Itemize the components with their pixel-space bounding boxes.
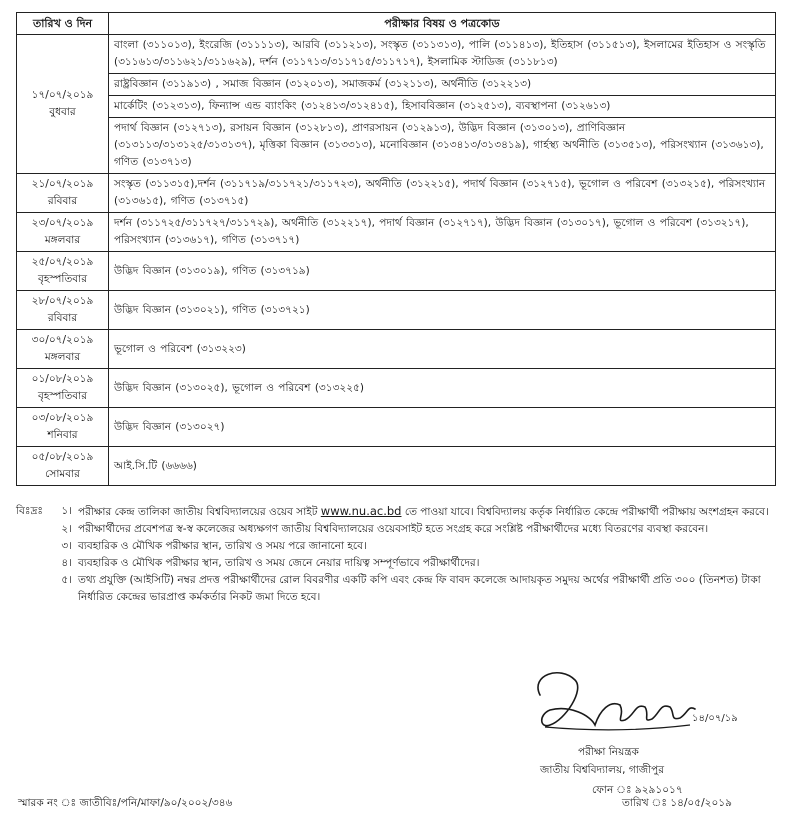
note-text: পরীক্ষার্থীদের প্রবেশপত্র স্ব-স্ব কলেজের অধ্যক্ষগণ জাতীয় বিশ্ববিদ্যালয়ের ওয়েবসাইট হতে সংগ্রহ করে সংশ্লিষ্ট পরীক্ষার্থীদের মধ্যে বিতরণের ব্যবস্থা করবেন। [78,523,709,535]
note-number: ১। [61,505,72,517]
university-name: জাতীয় বিশ্ববিদ্যালয়, গাজীপুর [540,764,665,776]
controller-title: পরীক্ষা নিয়ন্ত্রক [578,746,639,758]
subject-cell: উদ্ভিদ বিজ্ঞান (৩১৩০২৫), ভূগোল ও পরিবেশ (৩১৩২২৫) [109,369,776,408]
exam-day: মঙ্গলবার [44,234,81,246]
subject-cell: দর্শন (৩১১৭২৫/৩১১৭২৭/৩১১৭২৯), অর্থনীতি (৩১২২১৭), পদার্থ বিজ্ঞান (৩১২৭১৭), উদ্ভিদ বিজ্ঞান (৩১৩০১৭), ভূগোল ও পরিবেশ (৩১৩২১৭), পরিসংখ্যান (৩১৩৬১৭), গণিত (৩১৩৭১৭) [109,213,776,252]
memo-number: স্মারক নং ঃ জাতীবিঃ/পনি/মাফা/৯০/২০০২/৩৪৬ [18,797,233,809]
date-cell [17,291,109,330]
exam-day: রবিবার [47,195,78,207]
exam-date: ২১/০৭/২০১৯ [31,178,94,190]
exam-day: রবিবার [47,312,78,324]
date-cell [17,330,109,369]
subject-cell: ভূগোল ও পরিবেশ (৩১৩২২৩) [109,330,776,369]
exam-day: বৃহস্পতিবার [38,273,87,285]
exam-date: ৩০/০৭/২০১৯ [31,334,94,346]
table-row [17,252,776,291]
subject-cell: রাষ্ট্রবিজ্ঞান (৩১১৯১৩) , সমাজ বিজ্ঞান (৩১২০১৩), সমাজকর্ম (৩১২১১৩), অর্থনীতি (৩১২২১৩) [109,74,776,96]
note-text [78,503,776,521]
table-row [17,96,776,118]
subject-cell: বাংলা (৩১১০১৩), ইংরেজি (৩১১১১৩), আরবি (৩১১২১৩), সংস্কৃত (৩১১৩১৩), পালি (৩১১৪১৩), ইতিহাস (৩১১৫১৩), ইসলামের ইতিহাস ও সংস্কৃতি (৩১১৬১৩/৩১১৬২১/৩১১৬২৯), দর্শন (৩১১৭১৩/৩১১৭১৫/৩১১৭১৭), ইসলামিক স্টাডিজ (৩১১৮১৩) [109,35,776,74]
issue-date: তারিখ ঃ ১৪/০৫/২০১৯ [622,797,732,809]
note-number: ৪। [61,557,72,569]
date-cell [17,447,109,486]
exam-date: ০৩/০৮/২০১৯ [31,412,94,424]
note-number: ৫। [61,574,72,586]
note-item [16,572,776,606]
handwritten-signature [520,665,740,745]
note-text-after: তে পাওয়া যাবে। বিশ্ববিদ্যালয় কর্তৃক নির্ধারিত কেন্দ্রে পরীক্ষার্থী পরীক্ষায় অংশগ্রহন করবে। [404,506,769,518]
table-header-row [17,13,776,35]
exam-date: ২৫/০৭/২০১৯ [31,256,94,268]
website-link[interactable]: www.nu.ac.bd [320,504,402,518]
table-row [17,118,776,174]
subject-cell: আই.সি.টি (৬৬৬৬) [109,447,776,486]
table-row [17,174,776,213]
exam-date: ২৮/০৭/২০১৯ [31,295,94,307]
date-cell [17,252,109,291]
table-row [17,408,776,447]
note-text-before: পরীক্ষার কেন্দ্র তালিকা জাতীয় বিশ্ববিদ্যালয়ের ওয়েব সাইট [78,506,318,518]
subject-cell: পদার্থ বিজ্ঞান (৩১২৭১৩), রসায়ন বিজ্ঞান (৩১২৮১৩), প্রাণরসায়ন (৩১২৯১৩), উদ্ভিদ বিজ্ঞান (৩১৩০১৩), প্রাণিবিজ্ঞান (৩১৩১১৩/৩১৩১২৫/৩১৩১৩৭), মৃত্তিকা বিজ্ঞান (৩১৩৩১৩), মনোবিজ্ঞান (৩১৩৪১৩/৩১৩৪১৯), গার্হস্থ্য অর্থনীতি (৩১৩৫১৩), পরিসংখ্যান (৩১৩৬১৩), গণিত (৩১৩৭১৩) [109,118,776,174]
subject-cell: উদ্ভিদ বিজ্ঞান (৩১৩০২৭) [109,408,776,447]
phone-number: ফোন ঃ ৯২৯১০১৭ [592,784,683,796]
header-date: তারিখ ও দিন [17,13,109,35]
exam-date: ২৩/০৭/২০১৯ [31,217,94,229]
notes-lead: বিঃদ্রঃ [16,505,44,517]
exam-schedule-table [16,12,776,486]
table-row [17,369,776,408]
exam-day: মঙ্গলবার [44,351,81,363]
exam-day: সোমবার [45,468,80,480]
exam-date: ০৫/০৮/২০১৯ [31,451,94,463]
notes-section [16,503,776,606]
table-row [17,35,776,74]
note-text: ব্যবহারিক ও মৌখিক পরীক্ষার স্থান, তারিখ ও সময় পরে জানানো হবে। [78,540,367,552]
note-item [16,521,776,538]
subject-cell: সংস্কৃত (৩১১৩১৫),দর্শন (৩১১৭১৯/৩১১৭২১/৩১১৭২৩), অর্থনীতি (৩১২২১৫), পদার্থ বিজ্ঞান (৩১২৭১৫), ভূগোল ও পরিবেশ (৩১৩২১৫), পরিসংখ্যান (৩১৩৬১৫), গণিত (৩১৩৭১৫) [109,174,776,213]
header-subject: পরীক্ষার বিষয় ও পত্রকোড [109,13,776,35]
date-cell [17,35,109,174]
subject-cell: মার্কেটিং (৩১২৩১৩), ফিন্যান্স এন্ড ব্যাংকিং (৩১২৪১৩/৩১২৪১৫), হিসাববিজ্ঞান (৩১২৫১৩), ব্যবস্থাপনা (৩১২৬১৩) [109,96,776,118]
table-row [17,447,776,486]
exam-day: বৃহস্পতিবার [38,390,87,402]
note-item [16,555,776,572]
signature-date: ১৪/০৭/১৯ [692,713,738,724]
note-item [16,538,776,555]
subject-cell: উদ্ভিদ বিজ্ঞান (৩১৩০২১), গণিত (৩১৩৭২১) [109,291,776,330]
exam-day: বুধবার [49,106,76,118]
exam-date: ১৭/০৭/২০১৯ [31,89,94,101]
date-cell [17,174,109,213]
table-row [17,213,776,252]
note-text: তথ্য প্রযুক্তি (আইসিটি) নম্বর প্রদত্ত পরীক্ষার্থীদের রোল বিবরণীর একটি কপি এবং কেন্দ্র ফি বাবদ কলেজে আদায়কৃত সমুদয় অর্থের পরীক্ষার্থী প্রতি ৩০০ (তিনশত) টাকা নির্ধারিত কেন্দ্রের ভারপ্রাপ্ত কর্মকর্তার নিকট জমা দিতে হবে। [78,574,761,603]
exam-date: ০১/০৮/২০১৯ [31,373,94,385]
table-row [17,291,776,330]
date-cell [17,408,109,447]
note-number: ৩। [61,540,72,552]
note-item [16,503,776,521]
subject-cell: উদ্ভিদ বিজ্ঞান (৩১৩০১৯), গণিত (৩১৩৭১৯) [109,252,776,291]
note-text: ব্যবহারিক ও মৌখিক পরীক্ষার স্থান, তারিখ ও সময় জেনে নেয়ার দায়িত্ব সম্পূর্ণভাবে পরীক্ষার্থীদের। [78,557,480,569]
note-number: ২। [61,523,72,535]
exam-day: শনিবার [47,429,78,441]
date-cell [17,213,109,252]
date-cell [17,369,109,408]
table-row [17,330,776,369]
table-row [17,74,776,96]
